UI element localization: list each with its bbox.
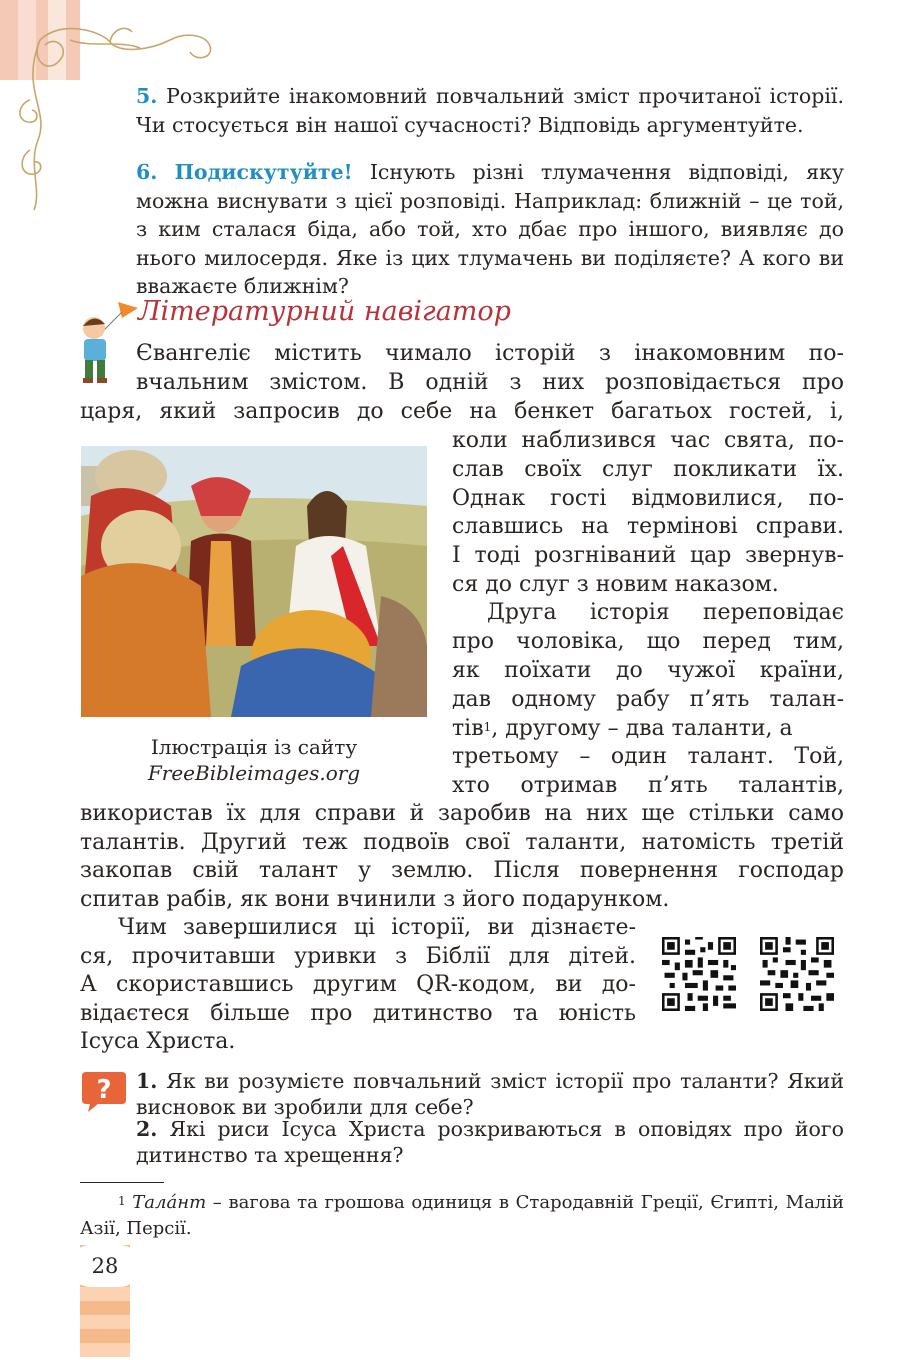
question-1 — [136, 1068, 844, 1120]
svg-text:?: ? — [96, 1075, 112, 1105]
body-line: використав їх для справи й заробив на них ще стільки само — [80, 801, 844, 826]
body-line: царя, який запросив до себе на бенкет багатьох гостей, і, — [80, 399, 844, 424]
body-line: ся, прочитавши уривки з Біблії для дітей. — [80, 944, 636, 969]
illustration-caption — [81, 734, 427, 786]
question-number: 1. — [136, 1069, 158, 1093]
task-number: 6. — [136, 160, 158, 184]
body-line: Ісуса Христа. — [80, 1029, 236, 1054]
footnote-divider — [80, 1182, 164, 1183]
task-6 — [136, 158, 844, 301]
body-line: ся до слуг з новим наказом. — [452, 572, 779, 597]
question-icon — [80, 1068, 128, 1114]
section-title: Літературний навігатор — [138, 296, 511, 327]
body-line-with-footnote — [452, 715, 844, 744]
body-line: як поїхати до чужої країни, — [452, 658, 844, 683]
body-line: І тоді розгніваний цар звернув- — [452, 543, 844, 568]
task-text: Існують різні тлумачення відповіді, яку можна виснувати з цієї розповіді. Наприклад: ближній – це той, з ким сталася біда, або той, хто дбає про іншого, виявляє до нього милосердя. Яке із цих тлумачень ви поділяєте? А кого ви вважаєте ближнім? — [136, 160, 844, 299]
body-line: дав одному рабу п’ять талан- — [452, 687, 844, 712]
task-highlight: Подискутуйте! — [174, 160, 353, 184]
body-line: коли наблизився час свята, по- — [452, 428, 844, 453]
task-5 — [136, 82, 844, 139]
footnote-term: Тала́нт — [132, 1192, 207, 1213]
body-line: про чоловіка, що перед тим, — [452, 629, 844, 654]
body-line-part: , другому – два таланти, а — [491, 716, 793, 741]
body-line: відаєтеся більше про дитинство та юність — [80, 1001, 636, 1026]
qr-code-2[interactable] — [760, 937, 834, 1011]
body-line: закопав свій талант у землю. Після повернення господар — [80, 858, 844, 883]
footnote-mark: 1 — [483, 720, 492, 734]
page-number: 28 — [72, 1248, 138, 1284]
caption-line: Ілюстрація із сайту — [150, 735, 358, 759]
body-line: вчальним змістом. В одній з них розповідається про — [136, 370, 844, 395]
task-text: Розкрийте інакомовний повчальний зміст прочитаної історії. Чи стосується він нашої сучасності? Відповідь аргументуйте. — [136, 84, 844, 137]
body-line: А скориставшись другим QR-кодом, ви до- — [80, 972, 636, 997]
body-line: Євангеліє містить чимало історій з інакомовним по- — [136, 341, 844, 366]
question-text: Які риси Ісуса Христа розкриваються в оповідях про його дитинство та хрещення? — [136, 1117, 844, 1167]
body-line: Однак гості відмовилися, по- — [452, 486, 844, 511]
body-line: Друга історія переповідає — [487, 600, 844, 625]
caption-site: FreeBibleimages.org — [147, 761, 361, 785]
body-line: талантів. Другий теж подвоїв свої таланти, натомість третій — [80, 830, 844, 855]
question-2 — [136, 1116, 844, 1168]
body-line: третьому – один талант. Той, — [452, 744, 844, 769]
question-number: 2. — [136, 1117, 158, 1141]
footnote-mark: 1 — [118, 1194, 126, 1208]
qr-code-1[interactable] — [662, 937, 736, 1011]
question-text: Як ви розумієте повчальний зміст історії про таланти? Який висновок ви зробили для себе? — [136, 1069, 844, 1119]
body-line: хто отримав п’ять талантів, — [452, 773, 844, 798]
task-number: 5. — [136, 84, 158, 108]
body-line-part: тів — [452, 716, 484, 741]
body-line: слав своїх слуг покликати їх. — [452, 457, 844, 482]
footnote — [80, 1190, 844, 1242]
body-line: Чим завершилися ці історії, ви дізнаєте- — [118, 915, 636, 940]
footnote-text: – вагова та грошова одиниця в Стародавній Греції, Єгипті, Малій Азії, Персії. — [80, 1192, 844, 1239]
boy-with-kite-icon — [70, 298, 140, 390]
body-line: славшись на термінові справи. — [452, 514, 844, 539]
body-line: спитав рабів, як вони вчинили з його подарунком. — [80, 887, 670, 912]
bible-illustration — [81, 446, 427, 717]
